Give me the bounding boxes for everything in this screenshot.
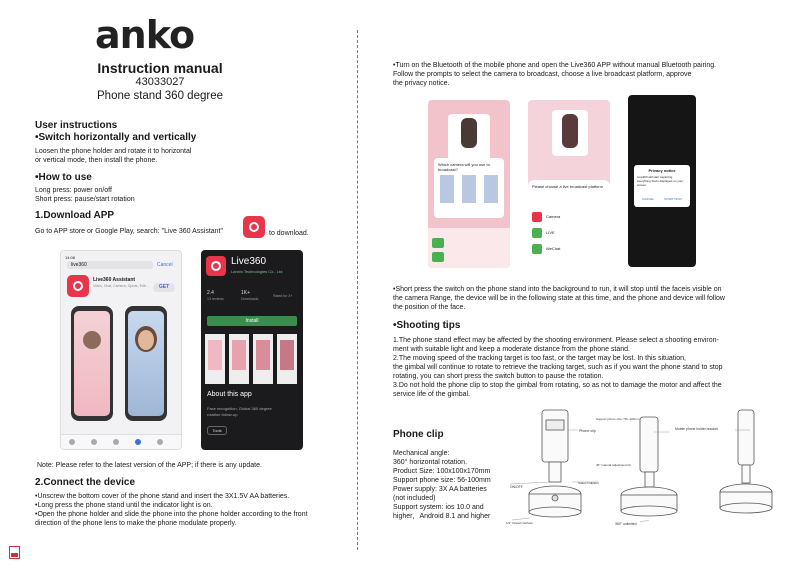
spec-4: Support phone size: 56-100mm xyxy=(393,477,491,484)
bluetooth-text-2: Follow the prompts to select the camera to broadcast, choose a live broadcast platform, approve xyxy=(393,71,692,78)
connect-text-1: •Unscrew the bottom cover of the phone stand and insert the 3X1.5V AA batteries. xyxy=(35,493,290,500)
install-button[interactable]: Install xyxy=(207,316,297,326)
play-downloads: 1K+ xyxy=(241,290,251,296)
tip-3b: service life of the gimbal. xyxy=(393,391,471,398)
connect-heading: 2.Connect the device xyxy=(35,477,136,488)
bluetooth-text-1: •Turn on the Bluetooth of the mobile phone and open the Live360 APP without manual Bluetooth pairing. xyxy=(393,62,717,69)
device-front xyxy=(529,410,581,517)
download-text: Go to APP store or Google Play, search: "Live 360 Assistant" xyxy=(35,228,223,235)
label-tilt: 45° manual adjustment tilt xyxy=(596,463,631,467)
tip-1b: ment with suitable light and keep a moderate distance from the phone stand. xyxy=(393,346,630,353)
label-phone-clip: Phone clip xyxy=(579,429,596,433)
spec-7: Support system: ios 10.0 and xyxy=(393,504,484,511)
about-text-1: Face recognition, Global 360 degree xyxy=(207,406,272,411)
device-rear xyxy=(720,410,772,513)
user-instructions-heading: User instructions xyxy=(35,120,118,131)
privacy-start[interactable]: START NOW xyxy=(664,197,682,201)
download-suffix: to download. xyxy=(269,230,309,237)
howto-text-1: Long press: power on/off xyxy=(35,187,112,194)
label-onoff: ON/OFF xyxy=(510,485,523,489)
app-screen-platform-select xyxy=(528,100,610,268)
search-term: live360 xyxy=(71,262,87,268)
tab-games-icon[interactable] xyxy=(91,439,97,445)
label-phone-size: Support phone size / 56~100mm xyxy=(596,417,640,421)
howto-heading: •How to use xyxy=(35,172,92,183)
privacy-title: Privacy notice xyxy=(648,168,676,173)
connect-text-3: •Open the phone holder and slide the phone into the phone holder according to the front xyxy=(35,511,308,518)
play-preview-4 xyxy=(277,334,297,384)
platform-live[interactable]: LIVE xyxy=(546,230,555,235)
privacy-cancel[interactable]: CANCEL xyxy=(642,197,655,201)
tip-2b: the gimbal will continue to rotate to retrieve the tracking target, such as if you want the phone stand to stop xyxy=(393,364,723,371)
preview-phone-1 xyxy=(71,306,113,421)
download-heading: 1.Download APP xyxy=(35,210,115,221)
tools-chip[interactable]: Tools xyxy=(207,426,227,435)
appstore-screenshot xyxy=(60,250,182,450)
play-preview-1 xyxy=(205,334,225,384)
spec-3: Product Size: 100x100x170mm xyxy=(393,468,491,475)
play-downloads-label: Downloads xyxy=(241,297,259,301)
status-time: 14:08 xyxy=(65,255,76,260)
play-app-name: Live360 xyxy=(231,256,267,267)
tab-updates-icon[interactable] xyxy=(157,439,163,445)
short-press-text-1: •Short press the switch on the phone stand into the background to run, it will stop until the faceis visible on xyxy=(393,286,722,293)
spec-1: Mechanical angle: xyxy=(393,450,450,457)
connect-text-4: direction of the phone lens to make the phone modulate properly. xyxy=(35,520,237,527)
play-preview-2 xyxy=(229,334,249,384)
version-note: Note: Please refer to the latest version of the APP; if there is any update. xyxy=(37,462,262,469)
platform-question: Please choose a live broadcast platform xyxy=(532,184,603,189)
label-unlimited: 360° unlimited xyxy=(615,522,637,526)
store-app-sub: Video, Chat, Camera, Sports, Edit... xyxy=(93,284,149,288)
tips-heading: •Shooting tips xyxy=(393,320,461,331)
label-status: Status Indicator xyxy=(578,481,599,485)
brand-logo: anko xyxy=(95,13,195,57)
tip-1a: 1.The phone stand effect may be affected by the shooting environment. Please select a shooting environ- xyxy=(393,337,719,344)
spec-2: 360° horizontal rotation. xyxy=(393,459,468,466)
tip-3a: 3.Do not hold the phone clip to stop the gimbal from rotating, so as not to damage the motor and affect the xyxy=(393,382,722,389)
short-press-text-2: the camera Range, the device will be in the following state at this time, and the phone and device will follow xyxy=(393,295,725,302)
label-holder-bracket: Mobile phone holder bracket xyxy=(675,427,718,431)
pdf-icon xyxy=(9,546,20,559)
play-age: Rated for 3+ xyxy=(273,294,293,298)
about-heading[interactable]: About this app xyxy=(207,391,252,398)
app-icon-store xyxy=(67,275,89,297)
app-screen-privacy xyxy=(628,95,696,267)
switch-text-1: Loosen the phone holder and rotate it to horizontal xyxy=(35,148,192,155)
about-text-2: rotation follow-up xyxy=(207,412,238,417)
tip-2c: rotating, you can short press the switch button to pause the rotation. xyxy=(393,373,604,380)
play-rating: 2.4 xyxy=(207,290,214,296)
app-screen-camera-select xyxy=(428,100,510,268)
model-number: 43033027 xyxy=(135,76,185,88)
play-preview-3 xyxy=(253,334,273,384)
product-subtitle: Phone stand 360 degree xyxy=(97,90,223,102)
cancel-link[interactable]: Cancel xyxy=(157,262,173,268)
label-interface: 1/4" thread interface xyxy=(506,521,533,525)
tip-2a: 2.The moving speed of the tracking target is too fast, or the target may be lost. In this situation, xyxy=(393,355,686,362)
spec-6: (not included) xyxy=(393,495,436,502)
phone-clip-heading: Phone clip xyxy=(393,429,444,440)
switch-heading: •Switch horizontally and vertically xyxy=(35,132,197,143)
privacy-text: Live360 will start capturing everything that's displayed on your screen. xyxy=(637,175,684,187)
play-developer: Lanxin Technologies Co., Ltd. xyxy=(231,269,284,274)
tab-search-icon[interactable] xyxy=(135,439,141,445)
connect-text-2: •Long press the phone stand until the indicator light is on. xyxy=(35,502,213,509)
tab-bar xyxy=(61,434,182,450)
bluetooth-text-3: the privacy notice. xyxy=(393,80,450,87)
camera-question: Which camera will you use to broadcast? xyxy=(438,162,490,172)
store-app-name: Live360 Assistant xyxy=(93,277,136,283)
tab-apps-icon[interactable] xyxy=(113,439,119,445)
app-icon xyxy=(243,216,265,238)
platform-wechat[interactable]: WeChat xyxy=(546,246,561,251)
get-button[interactable]: GET xyxy=(153,283,175,292)
play-reviews: 13 reviews xyxy=(207,297,224,301)
playstore-screenshot xyxy=(201,250,303,450)
switch-text-2: or vertical mode, then install the phone. xyxy=(35,157,158,164)
platform-camera[interactable]: Camera xyxy=(546,214,561,219)
short-press-text-3: the position of the face. xyxy=(393,304,466,311)
page-divider xyxy=(357,30,358,550)
tab-today-icon[interactable] xyxy=(69,439,75,445)
preview-phone-2 xyxy=(125,306,167,421)
spec-5: Power supply: 3X AA batteries xyxy=(393,486,487,493)
spec-8: higher，Android 8.1 and higher xyxy=(393,513,491,520)
search-bar[interactable] xyxy=(67,261,153,269)
app-icon-play xyxy=(206,256,226,276)
product-diagram xyxy=(500,402,785,527)
howto-text-2: Short press: pause/start rotation xyxy=(35,196,135,203)
manual-title: Instruction manual xyxy=(97,60,223,76)
